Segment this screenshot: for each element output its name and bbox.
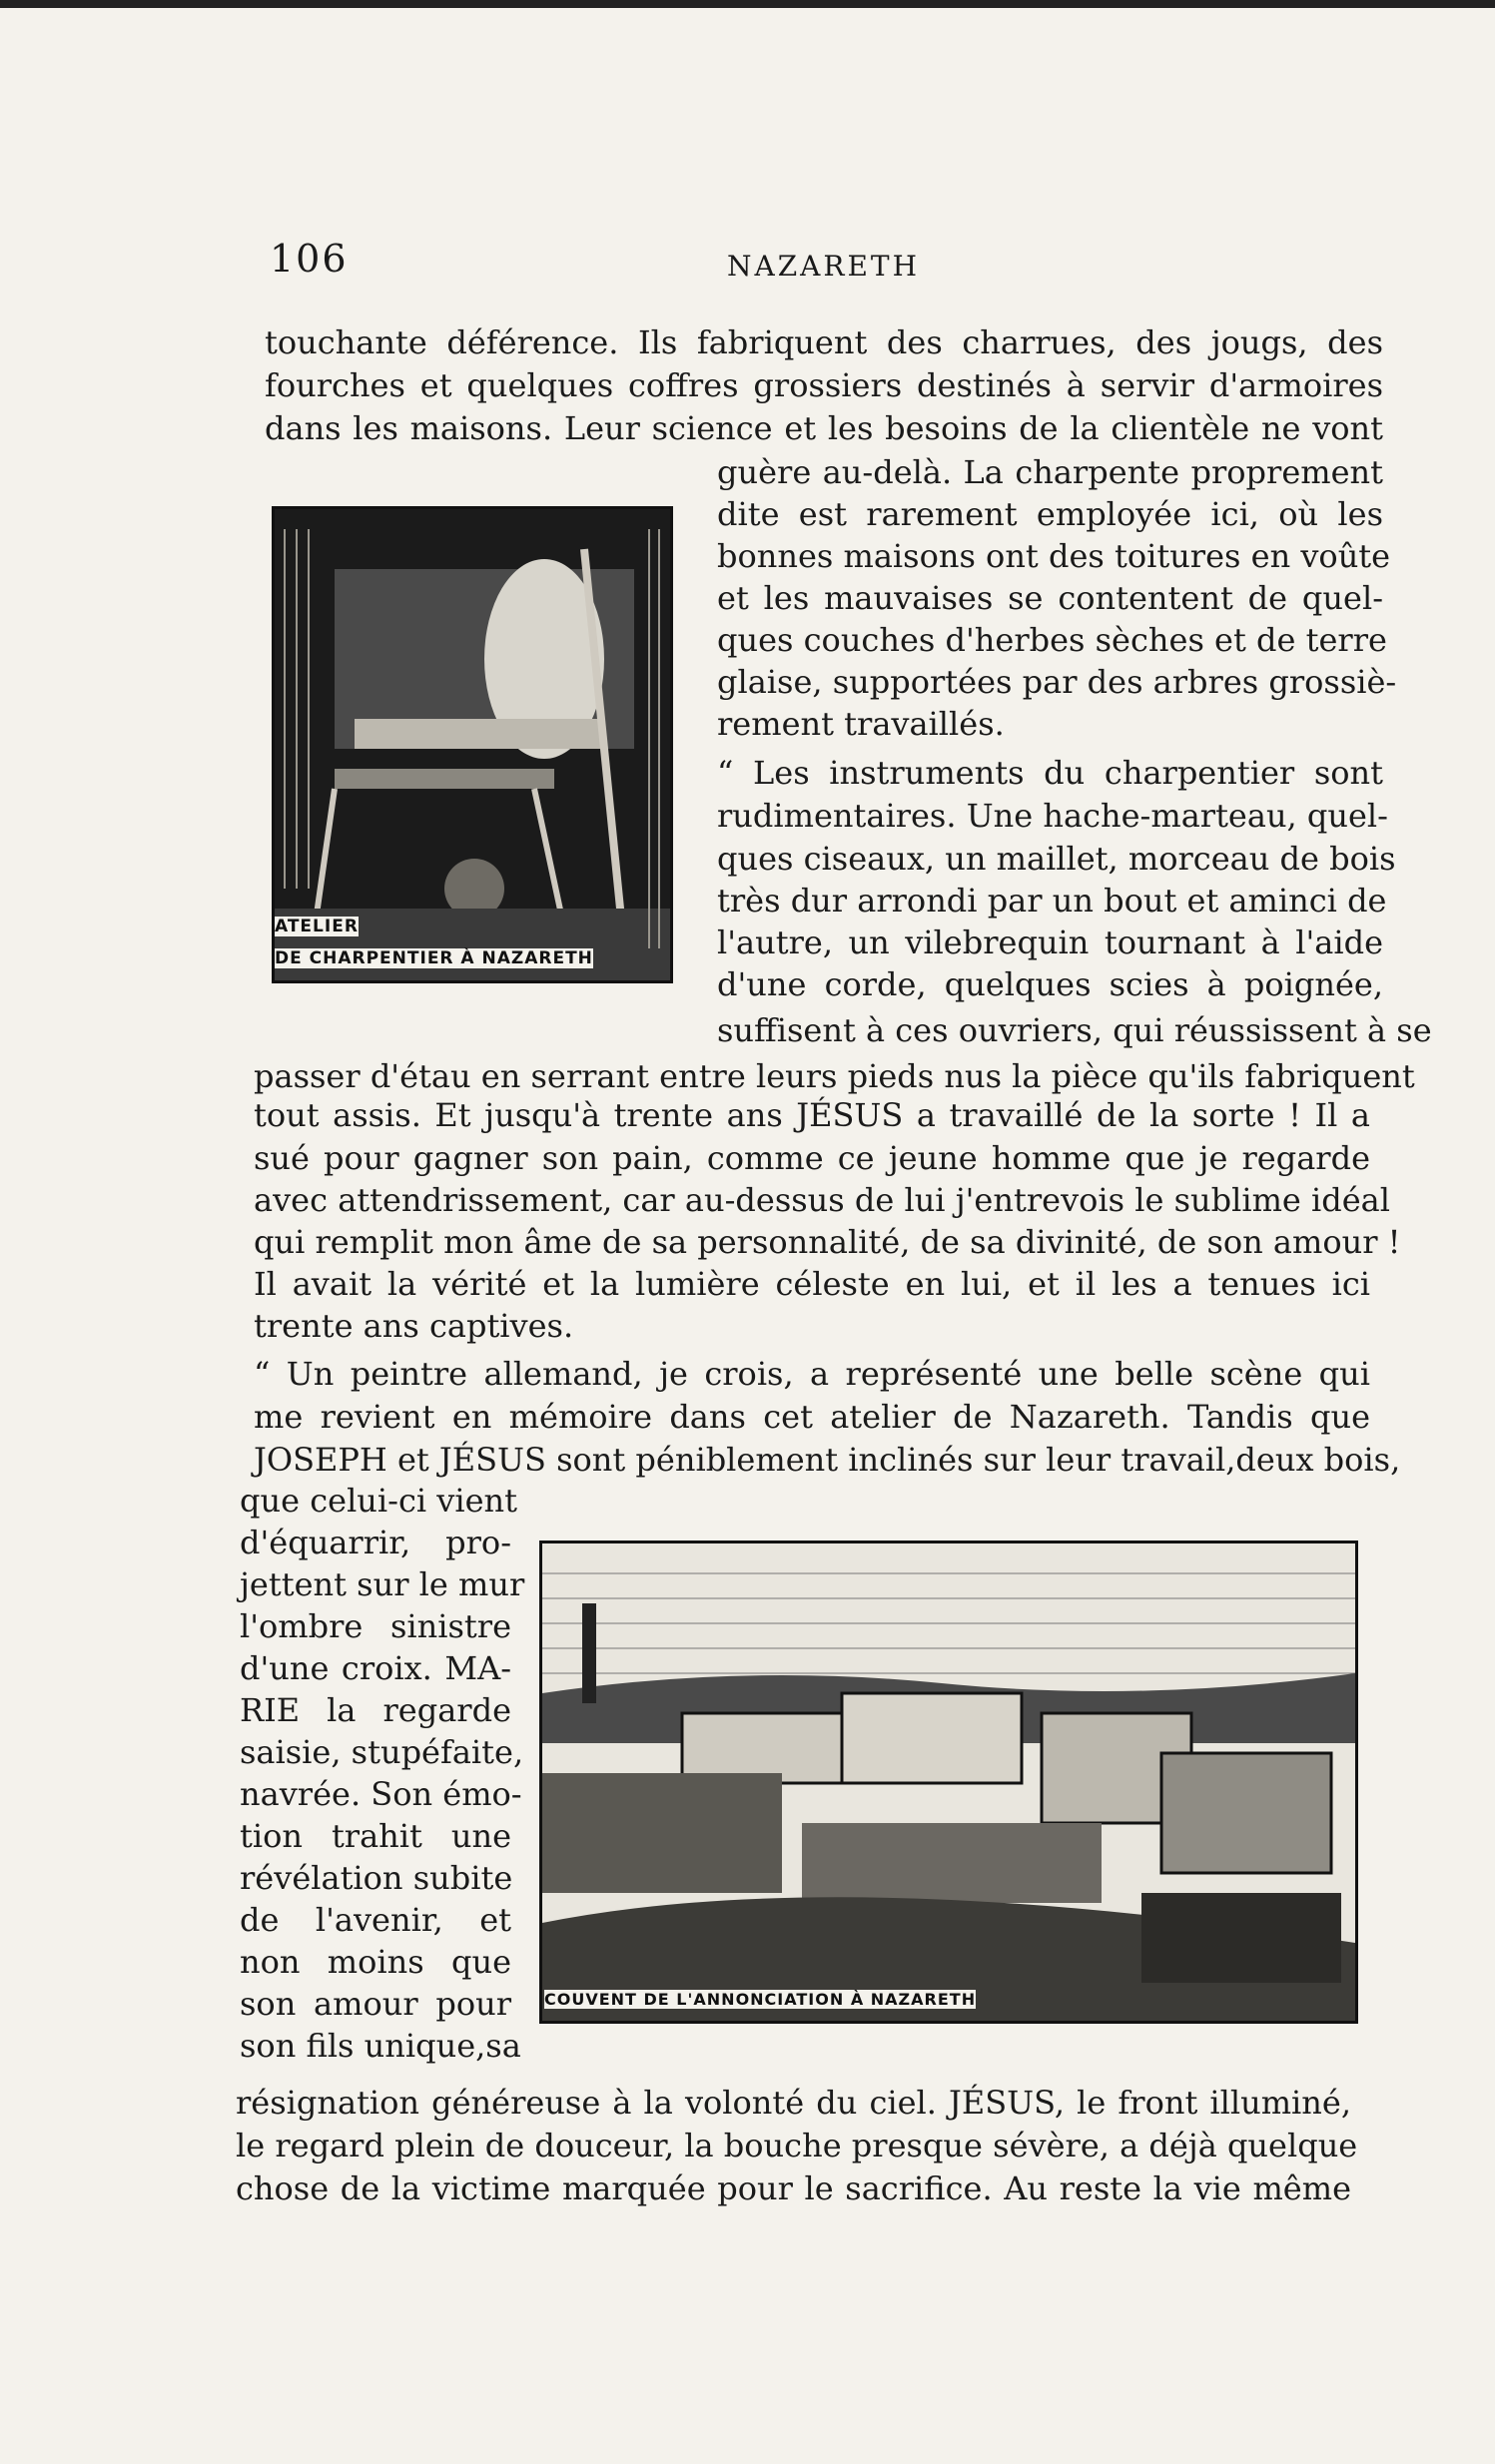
body-line: que celui-ci vient: [240, 1482, 517, 1520]
body-line: d'une corde, quelques scies à poignée,: [717, 965, 1383, 1003]
body-line: jettent sur le mur: [240, 1565, 525, 1603]
body-line: touchante déférence. Ils fabriquent des charrues, des jougs, des: [265, 323, 1383, 361]
body-line: ques couches d'herbes sèches et de terre: [717, 621, 1387, 659]
couvent-caption: COUVENT DE L'ANNONCIATION À NAZARETH: [544, 1990, 977, 2009]
body-line: tout assis. Et jusqu'à trente ans JÉSUS a travaillé de la sorte ! Il a: [254, 1096, 1370, 1134]
body-line: l'autre, un vilebrequin tournant à l'aide: [717, 924, 1383, 961]
atelier-illustration: [272, 506, 673, 983]
body-line: rudimentaires. Une hache-marteau, quel-: [717, 797, 1388, 835]
body-line: dans les maisons. Leur science et les besoins de la clientèle ne vont: [265, 409, 1383, 447]
body-line: ques ciseaux, un maillet, morceau de bois: [717, 840, 1396, 878]
body-line: l'ombre sinistre: [240, 1607, 511, 1645]
body-line: tion trahit une: [240, 1817, 511, 1855]
body-line: “ Les instruments du charpentier sont: [717, 754, 1383, 792]
body-line: me revient en mémoire dans cet atelier de Nazareth. Tandis que: [254, 1398, 1370, 1436]
page-number: 106: [270, 237, 349, 281]
body-line: JOSEPH et JÉSUS sont péniblement inclinés sur leur travail,deux bois,: [254, 1441, 1401, 1479]
body-line: navrée. Son émo-: [240, 1775, 522, 1813]
body-line: et les mauvaises se contentent de quel-: [717, 579, 1383, 617]
body-line: avec attendrissement, car au-dessus de lui j'entrevois le sublime idéal: [254, 1181, 1390, 1219]
body-line: glaise, supportées par des arbres grossiè-: [717, 663, 1397, 701]
body-line: d'équarrir, pro-: [240, 1524, 511, 1561]
body-line: chose de la victime marquée pour le sacrifice. Au reste la vie même: [236, 2169, 1351, 2207]
body-line: son amour pour: [240, 1985, 511, 2023]
body-line: le regard plein de douceur, la bouche presque sévère, a déjà quelque: [236, 2127, 1358, 2164]
body-line: son fils unique,sa: [240, 2027, 521, 2065]
body-line: dite est rarement employée ici, où les: [717, 495, 1383, 533]
body-line: d'une croix. MA-: [240, 1649, 511, 1687]
body-line: RIE la regarde: [240, 1691, 511, 1729]
body-line: guère au-delà. La charpente proprement: [717, 453, 1383, 491]
body-line: fourches et quelques coffres grossiers destinés à servir d'armoires: [265, 366, 1383, 404]
body-line: bonnes maisons ont des toitures en voûte: [717, 537, 1391, 575]
atelier-caption-line2: DE CHARPENTIER À NAZARETH: [275, 948, 593, 968]
body-line: non moins que: [240, 1943, 511, 1981]
body-line: Il avait la vérité et la lumière céleste en lui, et il les a tenues ici: [254, 1265, 1370, 1303]
body-line: rement travaillés.: [717, 705, 1005, 743]
body-line: qui remplit mon âme de sa personnalité, de sa divinité, de son amour !: [254, 1223, 1401, 1261]
body-line: saisie, stupéfaite,: [240, 1733, 524, 1771]
body-line: de l'avenir, et: [240, 1901, 511, 1939]
body-line: sué pour gagner son pain, comme ce jeune homme que je regarde: [254, 1139, 1370, 1177]
body-line: “ Un peintre allemand, je crois, a représenté une belle scène qui: [254, 1355, 1370, 1393]
body-line: résignation généreuse à la volonté du ciel. JÉSUS, le front illuminé,: [236, 2084, 1351, 2122]
atelier-caption-line1: ATELIER: [275, 917, 359, 936]
body-line: passer d'étau en serrant entre leurs pieds nus la pièce qu'ils fabriquent: [254, 1057, 1415, 1095]
body-line: révélation subite: [240, 1859, 513, 1897]
body-line: suffisent à ces ouvriers, qui réussissent à se: [717, 1011, 1432, 1049]
body-line: très dur arrondi par un bout et aminci de: [717, 882, 1387, 920]
body-line: trente ans captives.: [254, 1307, 574, 1345]
running-head: NAZARETH: [727, 250, 921, 283]
couvent-illustration: [539, 1540, 1358, 2024]
top-border-rule: [0, 0, 1495, 8]
